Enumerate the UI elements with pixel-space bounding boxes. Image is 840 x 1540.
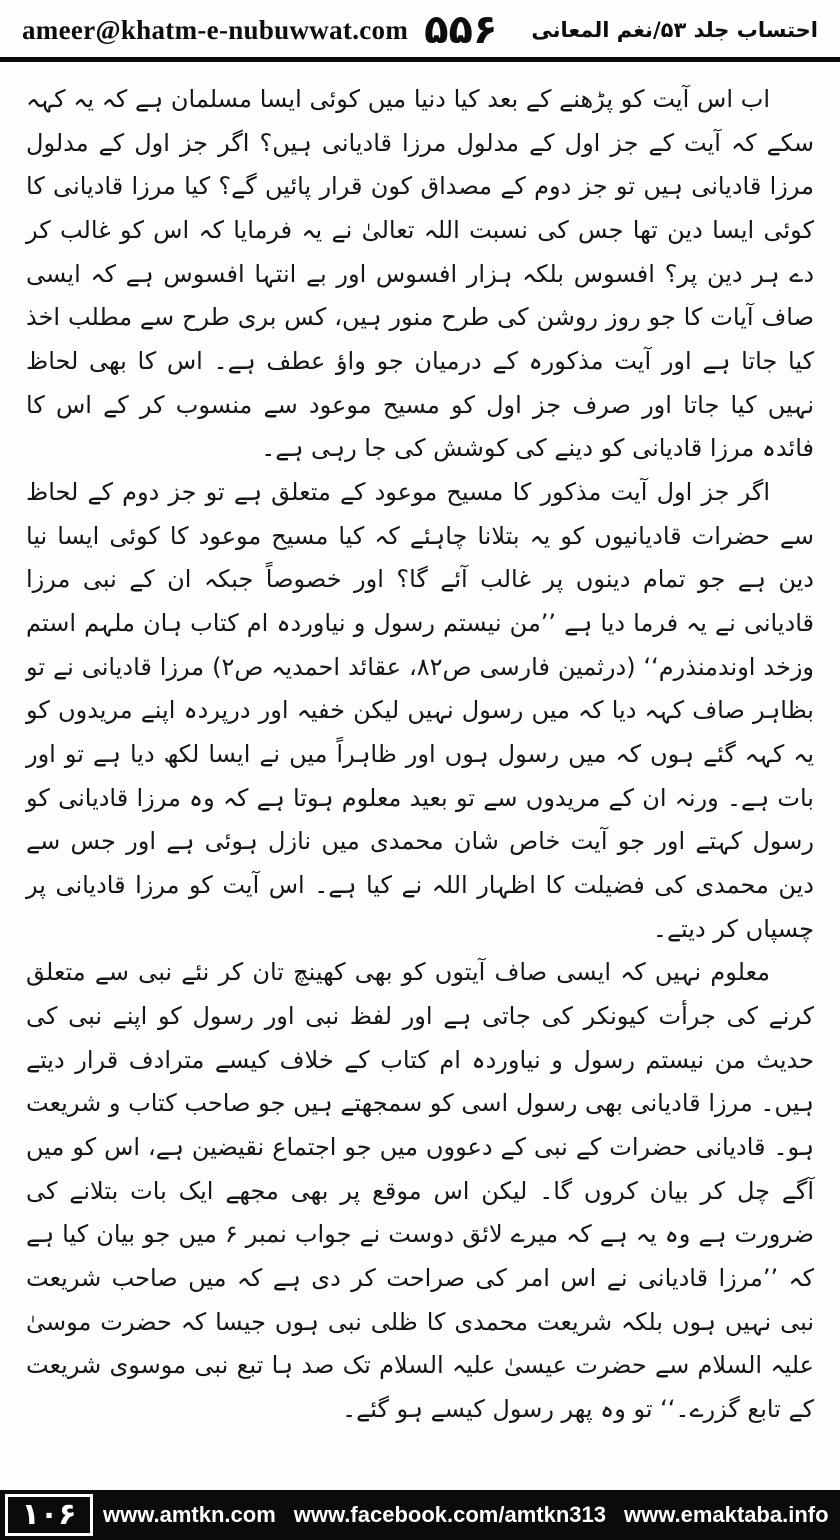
- website-link-amtkn: www.amtkn.com: [103, 1502, 276, 1527]
- paragraph-2: اگر جز اول آیت مذکور کا مسیح موعود کے متعلق ہے تو جز دوم کے لحاظ سے حضرات قادیانیوں کو یہ بتلانا چاہئے کہ کیا مسیح موعود کا کوئی ایسا نیا دین ہے جو تمام دینوں پر غالب آئے گا؟ اور خصوصاً جبکہ ان کے نبی مرزا قادیانی نے یہ فرما دیا ہے ’’من نیستم رسول و نیاوردہ ام کتاب ہان ملہم استم وزخد اوندمنذرم‘‘ (درثمین فارسی ص۸۲، عقائد احمدیہ ص۲) مرزا قادیانی نے تو بظاہر صاف کہہ دیا کہ میں رسول نہیں لیکن خفیہ اور درپردہ اپنے مریدوں کو یہ کہہ گئے ہوں کہ میں رسول ہوں اور ظاہراً میں نے ایسا لکھ دیا ہے تو اور بات ہے۔ ورنہ ان کے مریدوں سے تو بعید معلوم ہوتا ہے کہ وہ مرزا قادیانی کو رسول کہتے اور جو آیت خاص شان محمدی میں نازل ہوئی ہے اور جس سے دین محمدی کی فضیلت کا اظہار اللہ نے کیا ہے۔ اس آیت کو مرزا قادیانی پر چسپاں کر دیتے۔: [26, 478, 815, 943]
- paragraph-3: معلوم نہیں کہ ایسی صاف آیتوں کو بھی کھینچ تان کر نئے نبی سے متعلق کرنے کی جرأت کیونکر کی جاتی ہے اور لفظ نبی اور رسول کو اپنے نبی کی حدیث من نیستم رسول و نیاوردہ ام کتاب کے خلاف کیسے مترادف قرار دیتے ہیں۔ مرزا قادیانی بھی رسول اسی کو سمجھتے ہیں جو صاحب کتاب و شریعت ہو۔ قادیانی حضرات کے نبی کے دعووں میں جو اجتماع نقیضین ہے، اس کو میں آگے چل کر بیان کروں گا۔ لیکن اس موقع پر بھی مجھے ایک بات بتلانے کی ضرورت ہے وہ یہ ہے کہ میرے لائق دوست نے جواب نمبر ۶ میں جو بیان کیا ہے کہ ’’مرزا قادیانی نے اس امر کی صراحت کر دی ہے کہ میں صاحب شریعت نبی نہیں ہوں بلکہ شریعت محمدی کا ظلی نبی ہوں جیسا کہ حضرت موسیٰ علیہ السلام سے حضرت عیسیٰ علیہ السلام تک صد ہا تبع نبی موسوی شریعت کے تابع گزرے۔‘‘ تو وہ پھر رسول کیسے ہو گئے۔: [26, 958, 814, 1424]
- paragraph-1: اب اس آیت کو پڑھنے کے بعد کیا دنیا میں کوئی ایسا مسلمان ہے کہ یہ کہہ سکے کہ آیت کے جز اول کے مدلول مرزا قادیانی ہیں؟ اگر جز اول کے مدلول مرزا قادیانی ہیں تو جز دوم کے مصداق کون قرار پائیں گے؟ کیا مرزا قادیانی کا کوئی ایسا دین تھا جس کی نسبت اللہ تعالیٰ نے یہ فرمایا کہ اس کو غالب کر دے ہر دین پر؟ افسوس بلکہ ہزار افسوس اور بے انتہا افسوس ہے کہ ایسی صاف آیات کا جو روز روشن کی طرح منور ہیں، کس بری طرح سے مطلب اخذ کیا جاتا ہے اور آیت مذکورہ کے درمیان جو واؤ عطف ہے۔ اس کا بھی لحاظ نہیں کیا جاتا اور صرف جز اول کو مسیح موعود سے منسوب کر کے اس کا فائدہ مرزا قادیانی کو دینے کی کوشش کی جا رہی ہے۔: [26, 85, 814, 463]
- facebook-link: www.facebook.com/amtkn313: [293, 1502, 606, 1527]
- page-number-top: ۵۵۶: [424, 7, 498, 53]
- footer-links: [103, 1502, 829, 1528]
- publisher-email: ameer@khatm-e-nubuwwat.com: [22, 14, 409, 45]
- book-title: احتساب جلد ۵۳/نغم المعانی: [531, 18, 818, 42]
- website-link-emaktaba: www.emaktaba.info: [623, 1502, 829, 1527]
- page-number-bottom: ۱۰۶: [5, 1494, 93, 1536]
- page-body: [0, 62, 840, 1432]
- page-header: [0, 0, 840, 52]
- footer-bar: [0, 1490, 840, 1540]
